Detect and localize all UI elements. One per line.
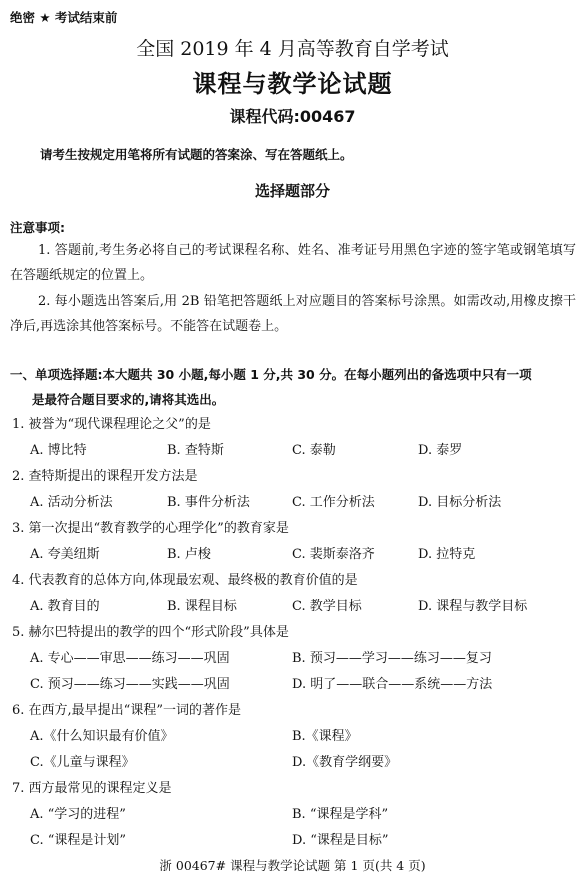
answer-option: C.《儿童与课程》 [30,755,135,770]
answer-option: C. “课程是计划” [30,833,127,848]
answer-option: B.《课程》 [292,729,358,744]
answer-option: C. 泰勒 [292,443,336,458]
part-one-heading [10,362,580,412]
page-footer: 浙 00467# 课程与教学论试题 第 1 页(共 4 页) [159,858,426,873]
part-one-line-1: 一、单项选择题:本大题共 30 小题,每小题 1 分,共 30 分。在每小题列出的备选项中只有一项 [10,367,532,382]
answer-option: B. 事件分析法 [167,495,250,510]
note-item-1: 1. 答题前,考生务必将自己的考试课程名称、姓名、准考证号用黑色字迹的签字笔或钢笔填写在答题纸规定的位置上。 [10,243,576,283]
exam-instruction: 请考生按规定用笔将所有试题的答案涂、写在答题纸上。 [40,147,353,162]
answer-option: C. 预习——练习——实践——巩固 [30,677,230,692]
notes-heading: 注意事项: [10,220,65,235]
question-stem: 6. 在西方,最早提出“课程”一词的著作是 [12,703,241,718]
answer-option: D. 明了——联合——系统——方法 [292,677,493,692]
question-list [12,412,578,854]
answer-option: A. 博比特 [30,443,87,458]
answer-option: D. 泰罗 [418,443,463,458]
note-item-2: 2. 每小题选出答案后,用 2B 铅笔把答题纸上对应题目的答案标号涂黑。如需改动,用橡皮擦干净后,再选涂其他答案标号。不能答在试题卷上。 [10,294,576,334]
option-row [12,750,578,776]
answer-option: B. 查特斯 [167,443,224,458]
page-title: 课程与教学论试题 [192,70,393,98]
section-title: 选择题部分 [254,182,330,200]
option-row [12,490,578,516]
question-stem: 7. 西方最常见的课程定义是 [12,781,172,796]
answer-option: B. 课程目标 [167,599,237,614]
option-row [12,438,578,464]
question-stem: 3. 第一次提出“教育教学的心理学化”的教育家是 [12,521,289,536]
answer-option: B. “课程是学科” [292,807,389,822]
answer-option: D. 目标分析法 [418,495,502,510]
answer-option: A. 活动分析法 [30,495,113,510]
answer-option: A. 夸美纽斯 [30,547,100,562]
option-row [12,542,578,568]
course-code: 课程代码:00467 [229,107,356,126]
option-row [12,646,578,672]
question-stem: 2. 查特斯提出的课程开发方法是 [12,469,198,484]
question-stem: 5. 赫尔巴特提出的教学的四个“形式阶段”具体是 [12,625,289,640]
option-row [12,802,578,828]
answer-option: C. 工作分析法 [292,495,375,510]
answer-option: D.《教育学纲要》 [292,755,398,770]
answer-option: D. 课程与教学目标 [418,599,528,614]
answer-option: D. 拉特克 [418,547,476,562]
answer-option: A. “学习的进程” [30,807,126,822]
answer-option: A. 专心——审思——练习——巩固 [30,651,230,666]
answer-option: B. 预习——学习——练习——复习 [292,651,492,666]
option-row [12,724,578,750]
part-one-line-2: 是最符合题目要求的,请将其选出。 [32,392,225,407]
answer-option: C. 裴斯泰洛齐 [292,547,375,562]
option-row [12,672,578,698]
answer-option: C. 教学目标 [292,599,362,614]
answer-option: A.《什么知识最有价值》 [30,729,174,744]
question-stem: 4. 代表教育的总体方向,体现最宏观、最终极的教育价值的是 [12,573,358,588]
secret-mark: 绝密 ★ 考试结束前 [10,10,118,25]
answer-option: A. 教育目的 [30,599,100,614]
option-row [12,594,578,620]
answer-option: B. 卢梭 [167,547,211,562]
question-stem: 1. 被誉为“现代课程理论之父”的是 [12,417,211,432]
answer-option: D. “课程是目标” [292,833,389,848]
option-row [12,828,578,854]
exam-name: 全国 2019 年 4 月高等教育自学考试 [136,38,449,60]
